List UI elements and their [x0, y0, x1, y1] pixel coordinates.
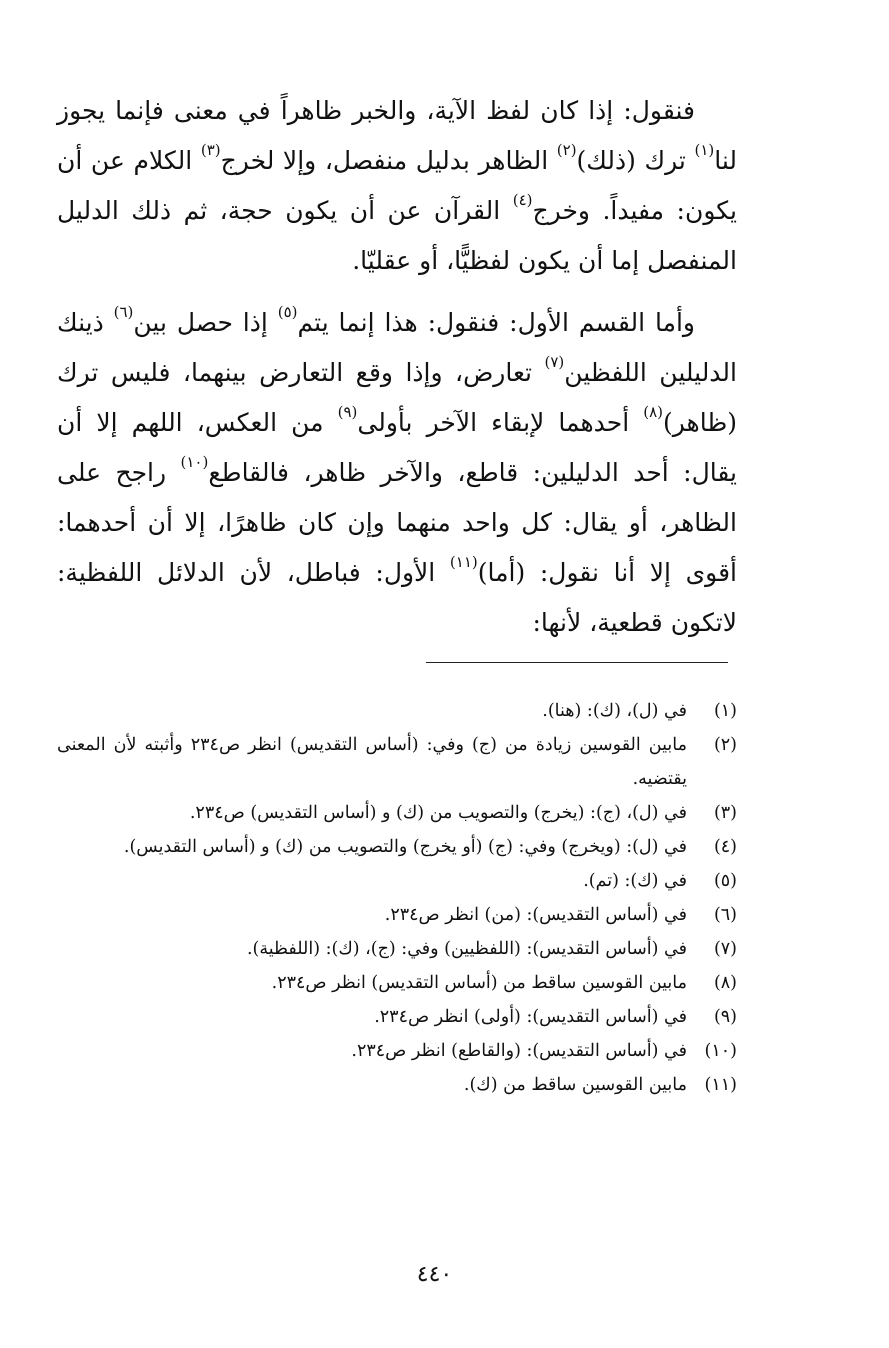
footnote-marker: (٤)	[512, 191, 533, 209]
text-run: فنقول: إذا كان لفظ الآية، والخبر ظاهراً في معنى فإنما يجوز لنا	[57, 96, 738, 175]
text-run: تعارض، وإذا وقع التعارض بينهما، فليس ترك (ظاهر)	[57, 358, 737, 437]
text-run: إذا حصل بين	[133, 308, 278, 337]
text-run: راجح على الظاهر، أو يقال: كل واحد منهما وإن كان ظاهرًا، إلا أن أحدهما: أقوى إلا أنا نقول: (أما)	[57, 458, 738, 587]
footnote	[57, 694, 737, 728]
footnote-marker: (١)	[694, 141, 715, 159]
footnote	[57, 796, 737, 830]
footnote-text: مابين القوسين زيادة من (ج) وفي: (أساس التقديس) انظر ص٢٣٤ وأثبته لأن المعنى يقتضيه.	[57, 735, 687, 789]
footnote	[57, 864, 737, 898]
footnote-number: (٢)	[713, 735, 737, 755]
footnote-marker: (٩)	[337, 403, 358, 421]
footnote-marker: (٥)	[277, 303, 298, 321]
footnote-text: في (ل)، (ج): (يخرج) والتصويب من (ك) و (أساس التقديس) ص٢٣٤.	[189, 803, 687, 823]
text-run: أحدهما لإبقاء الآخر بأولى	[357, 408, 644, 437]
footnote-number: (٩)	[713, 1007, 737, 1027]
text-run: الظاهر بدليل منفصل، وإلا لخرج	[220, 146, 557, 175]
footnote	[57, 1068, 737, 1102]
footnote	[57, 728, 737, 796]
text-run: وأما القسم الأول: فنقول: هذا إنما يتم	[297, 308, 695, 337]
footnote-number: (٤)	[713, 837, 737, 857]
footnote-text: مابين القوسين ساقط من (أساس التقديس) انظر ص٢٣٤.	[271, 973, 687, 993]
page-number: ٤٤٠	[416, 1262, 453, 1287]
footnote-text: في (أساس التقديس): (والقاطع) انظر ص٢٣٤.	[351, 1041, 687, 1061]
text-run: الكلام عن أن يكون: مفيداً. وخرج	[57, 146, 737, 225]
footnote-marker: (٧)	[544, 353, 565, 371]
footnote-number: (١١)	[704, 1075, 737, 1095]
footnote-marker: (٨)	[643, 403, 663, 421]
footnote-text: في (أساس التقديس): (اللفظيين) وفي: (ج)، (ك): (اللفظية).	[246, 939, 687, 959]
footnote-number: (١)	[713, 701, 737, 721]
footnote-text: في (ل): (ويخرج) وفي: (ج) (أو يخرج) والتصويب من (ك) و (أساس التقديس).	[123, 837, 687, 857]
footnote-text: في (أساس التقديس): (أولى) انظر ص٢٣٤.	[374, 1007, 687, 1027]
footnotes	[57, 694, 737, 1102]
footnote-text: في (ك): (تم).	[583, 871, 687, 891]
paragraph-2	[57, 298, 737, 648]
footnote	[57, 932, 737, 966]
footnote-number: (٨)	[713, 973, 737, 993]
text-run: الأول: فباطل، لأن الدلائل اللفظية: لاتكون قطعية، لأنها:	[57, 558, 737, 637]
footnote-marker: (٣)	[200, 141, 221, 159]
footnote-text: في (ل)، (ك): (هنا).	[542, 701, 687, 721]
text-run: من العكس، اللهم إلا أن يقال: أحد الدليلين: قاطع، والآخر ظاهر، فالقاطع	[57, 408, 737, 487]
footnote-marker: (٦)	[113, 303, 134, 321]
footnote-number: (٦)	[713, 905, 737, 925]
footnote	[57, 1000, 737, 1034]
footnote-number: (٧)	[713, 939, 737, 959]
footnote-marker: (١١)	[449, 553, 478, 571]
text-run: ترك (ذلك)	[576, 146, 695, 175]
footnote-marker: (١٠)	[180, 453, 209, 471]
footnote	[57, 898, 737, 932]
footnote-number: (٥)	[713, 871, 737, 891]
footnote-number: (١٠)	[704, 1041, 737, 1061]
footnote	[57, 1034, 737, 1068]
footnote-separator	[426, 662, 728, 663]
footnote-marker: (٢)	[556, 141, 577, 159]
paragraph-1	[57, 86, 737, 286]
text-run: ذينك الدليلين اللفظين	[57, 308, 737, 387]
footnote-number: (٣)	[713, 803, 737, 823]
footnote	[57, 966, 737, 1000]
main-text	[57, 86, 737, 660]
footnote-text: مابين القوسين ساقط من (ك).	[463, 1075, 687, 1095]
text-run: القرآن عن أن يكون حجة، ثم ذلك الدليل المنفصل إما أن يكون لفظيًّا، أو عقليّا.	[57, 196, 737, 275]
footnote-text: في (أساس التقديس): (من) انظر ص٢٣٤.	[384, 905, 687, 925]
footnote	[57, 830, 737, 864]
